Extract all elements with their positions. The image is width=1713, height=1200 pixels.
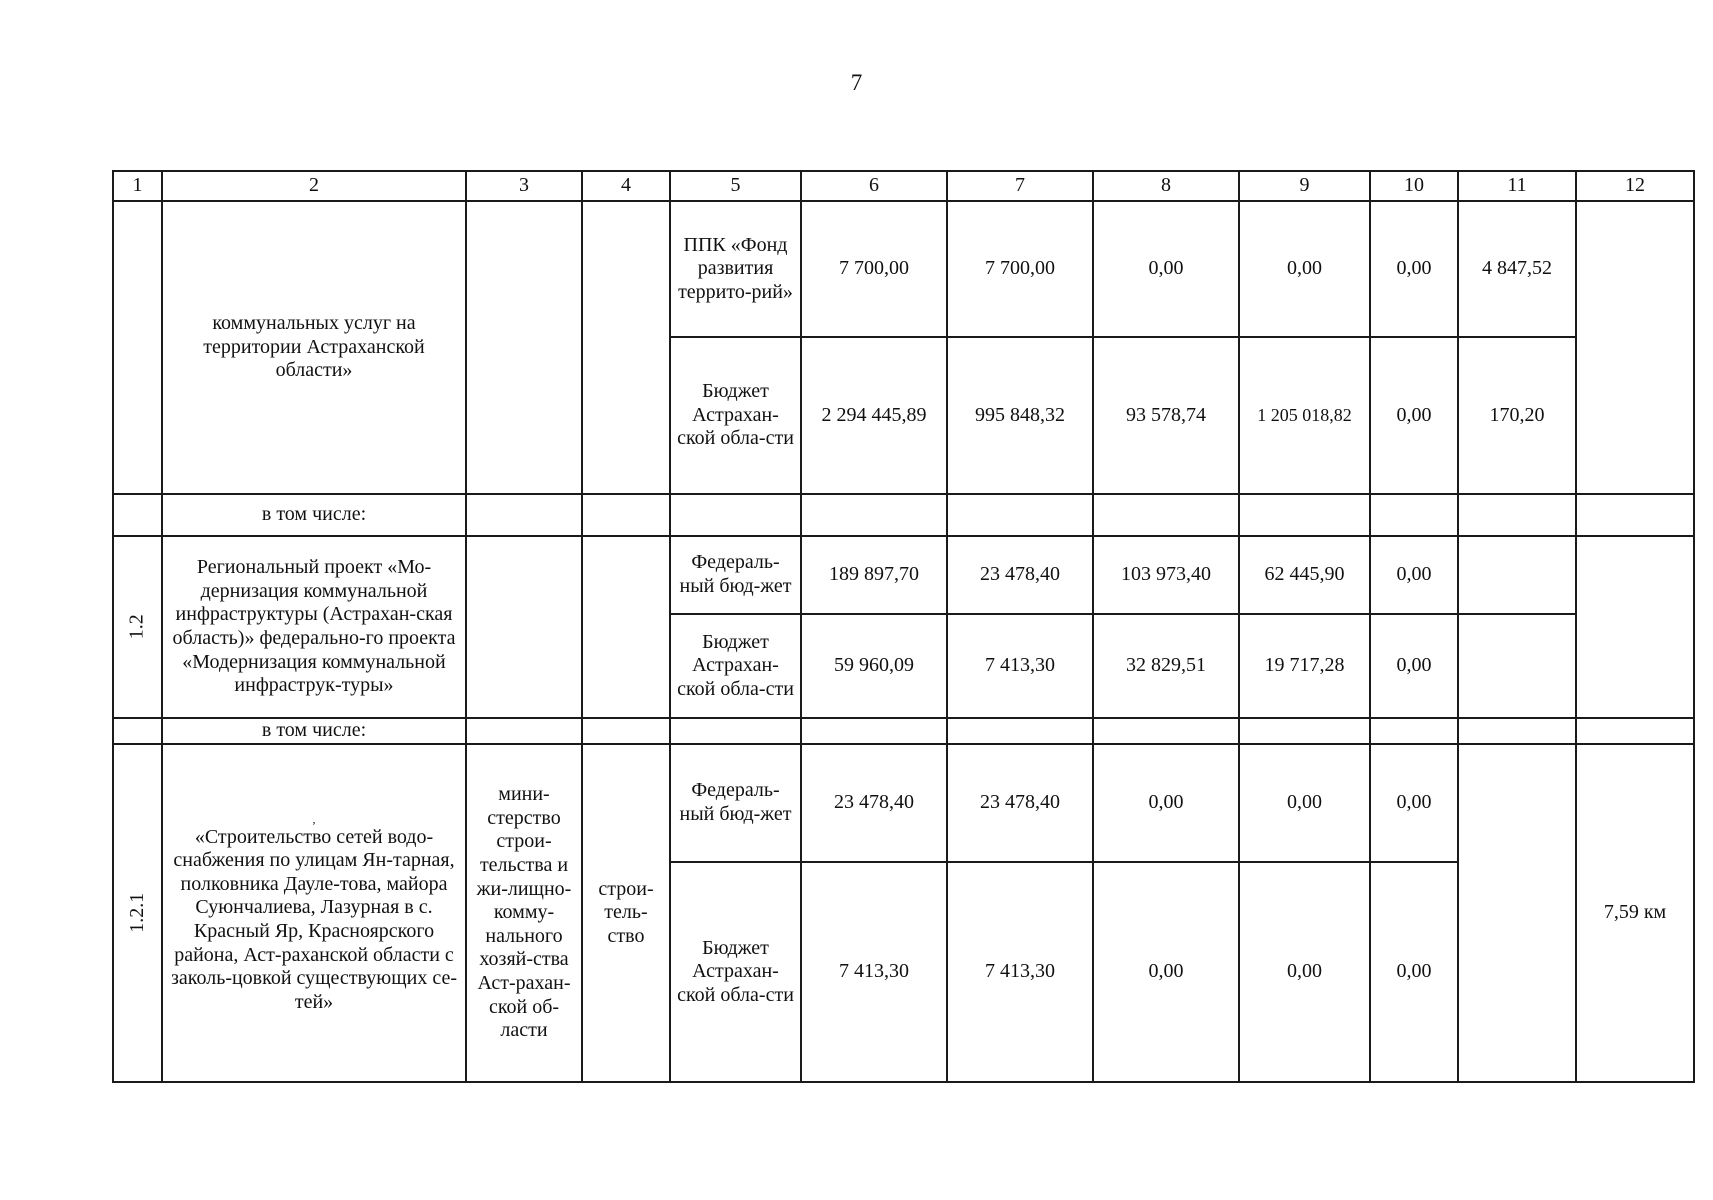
funding-source: Федераль-ный бюд-жет — [670, 536, 801, 614]
value-cell: 19 717,28 — [1239, 614, 1370, 718]
executor-cell — [466, 201, 582, 494]
value-cell: 0,00 — [1370, 744, 1458, 862]
value-cell: 0,00 — [1370, 862, 1458, 1082]
value-cell: 0,00 — [1093, 862, 1239, 1082]
empty-cell — [670, 718, 801, 744]
empty-cell — [582, 494, 670, 536]
column-header: 6 — [801, 171, 947, 201]
row-number-cell — [113, 718, 162, 744]
table-row — [113, 201, 1694, 337]
value-cell: 995 848,32 — [947, 337, 1093, 494]
result-cell: 7,59 км — [1576, 744, 1694, 1082]
value-cell: 0,00 — [1370, 337, 1458, 494]
budget-table — [112, 170, 1695, 1083]
value-cell: 62 445,90 — [1239, 536, 1370, 614]
row-number-cell — [113, 201, 162, 494]
funding-source: Бюджет Астрахан-ской обла-сти — [670, 337, 801, 494]
column-header: 8 — [1093, 171, 1239, 201]
empty-cell — [801, 494, 947, 536]
value-cell: 7 413,30 — [947, 614, 1093, 718]
stray-mark: , — [312, 811, 316, 826]
value-cell: 7 700,00 — [801, 201, 947, 337]
table-row — [113, 536, 1694, 614]
column-header: 5 — [670, 171, 801, 201]
empty-cell — [947, 718, 1093, 744]
value-cell: 0,00 — [1370, 614, 1458, 718]
value-cell: 59 960,09 — [801, 614, 947, 718]
measure-name: коммунальных услуг на территории Астраханской области» — [162, 201, 466, 494]
column-header: 7 — [947, 171, 1093, 201]
funding-source: ППК «Фонд развития террито-рий» — [670, 201, 801, 337]
including-label: в том числе: — [162, 494, 466, 536]
executor-cell — [466, 536, 582, 718]
type-cell — [582, 201, 670, 494]
column-header: 4 — [582, 171, 670, 201]
empty-cell — [1458, 494, 1576, 536]
type-cell: строи-тель-ство — [582, 744, 670, 1082]
value-cell — [1458, 536, 1576, 614]
measure-name — [162, 744, 466, 1082]
value-cell: 0,00 — [1370, 536, 1458, 614]
value-cell: 0,00 — [1370, 201, 1458, 337]
value-cell: 23 478,40 — [947, 744, 1093, 862]
row-number-cell — [113, 494, 162, 536]
empty-cell — [466, 494, 582, 536]
executor-cell: мини-стерство строи-тельства и жи-лищно-комму-нального хозяй-ства Аст-рахан-ской об-ласти — [466, 744, 582, 1082]
column-header-row — [113, 171, 1694, 201]
column-header: 11 — [1458, 171, 1576, 201]
value-cell: 7 413,30 — [801, 862, 947, 1082]
empty-cell — [1576, 494, 1694, 536]
value-cell: 170,20 — [1458, 337, 1576, 494]
empty-cell — [1093, 718, 1239, 744]
row-number: 1.2 — [125, 614, 148, 640]
empty-cell — [1239, 494, 1370, 536]
measure-name: Региональный проект «Мо-дернизация коммунальной инфраструктуры (Астрахан-ская область)» федерально-го проекта «Модернизация коммунальной инфраструк-туры» — [162, 536, 466, 718]
column-header: 12 — [1576, 171, 1694, 201]
including-label: в том числе: — [162, 718, 466, 744]
value-cell: 23 478,40 — [801, 744, 947, 862]
result-cell — [1576, 201, 1694, 494]
table-row — [113, 718, 1694, 744]
empty-cell — [582, 718, 670, 744]
empty-cell — [801, 718, 947, 744]
column-header: 3 — [466, 171, 582, 201]
measure-name-text: «Строительство сетей водо-снабжения по улицам Ян-тарная, полковника Дауле-това, майора Суюнчалиева, Лазурная в с. Красный Яр, Красноярского района, Аст-раханской области с заколь-цовкой существующих се-тей» — [171, 825, 457, 1013]
value-cell: 0,00 — [1239, 862, 1370, 1082]
row-number: 1.2.1 — [126, 893, 149, 933]
value-cell: 93 578,74 — [1093, 337, 1239, 494]
value-cell: 103 973,40 — [1093, 536, 1239, 614]
value-cell: 7 700,00 — [947, 201, 1093, 337]
table-row — [113, 744, 1694, 862]
funding-source: Бюджет Астрахан-ской обла-сти — [670, 614, 801, 718]
page-number: 7 — [850, 70, 863, 95]
table-row — [113, 494, 1694, 536]
empty-cell — [1093, 494, 1239, 536]
empty-cell — [1370, 718, 1458, 744]
row-number-cell — [113, 536, 162, 718]
value-cell: 0,00 — [1093, 744, 1239, 862]
column-header: 1 — [113, 171, 162, 201]
empty-cell — [1239, 718, 1370, 744]
column-header: 10 — [1370, 171, 1458, 201]
value-cell — [1458, 614, 1576, 718]
value-cell: 2 294 445,89 — [801, 337, 947, 494]
value-cell — [1458, 744, 1576, 1082]
empty-cell — [1370, 494, 1458, 536]
empty-cell — [1458, 718, 1576, 744]
column-header: 2 — [162, 171, 466, 201]
value-cell: 0,00 — [1239, 201, 1370, 337]
row-number-cell — [113, 744, 162, 1082]
result-cell — [1576, 536, 1694, 718]
empty-cell — [1576, 718, 1694, 744]
funding-source: Федераль-ный бюд-жет — [670, 744, 801, 862]
value-cell: 1 205 018,82 — [1239, 337, 1370, 494]
empty-cell — [466, 718, 582, 744]
empty-cell — [670, 494, 801, 536]
value-cell: 0,00 — [1239, 744, 1370, 862]
empty-cell — [947, 494, 1093, 536]
column-header: 9 — [1239, 171, 1370, 201]
value-cell: 4 847,52 — [1458, 201, 1576, 337]
value-cell: 32 829,51 — [1093, 614, 1239, 718]
funding-source: Бюджет Астрахан-ской обла-сти — [670, 862, 801, 1082]
value-cell: 23 478,40 — [947, 536, 1093, 614]
value-cell: 7 413,30 — [947, 862, 1093, 1082]
value-cell: 0,00 — [1093, 201, 1239, 337]
type-cell — [582, 536, 670, 718]
value-cell: 189 897,70 — [801, 536, 947, 614]
